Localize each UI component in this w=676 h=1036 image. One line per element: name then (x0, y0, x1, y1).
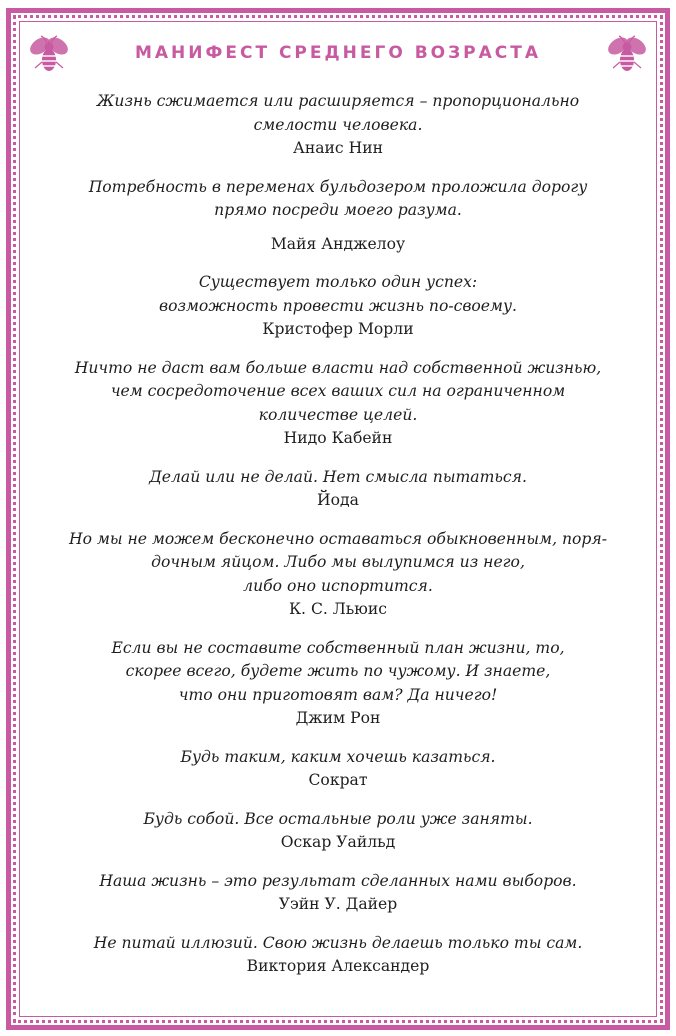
quote-item (56, 746, 620, 793)
quote-text: Не питай иллюзий. Свою жизнь делаешь только ты сам. (93, 933, 583, 952)
quote-author: Сократ (308, 771, 368, 789)
quote-author: Оскар Уайльд (280, 833, 396, 851)
quote-author: Виктория Александер (246, 957, 430, 975)
quote-text: Будь таким, каким хочешь казаться. (180, 747, 496, 766)
quote-item (56, 466, 620, 513)
quote-item (56, 808, 620, 855)
quote-text: Если вы не составите собственный план жизни, то, скорее всего, будете жить по чужому. И знаете, что они приготовят вам? Да ничего! (111, 638, 565, 704)
quote-author: Анаис Нин (293, 139, 383, 157)
quote-author: Джим Рон (295, 709, 381, 727)
quote-text: Ничто не даст вам больше власти над собственной жизнью, чем сосредоточение всех ваших сил на ограниченном количестве целей. (74, 358, 602, 424)
quote-item (56, 357, 620, 451)
quote-item (56, 932, 620, 979)
quote-item (56, 870, 620, 917)
page-title: МАНИФЕСТ СРЕДНЕГО ВОЗРАСТА (134, 43, 542, 63)
quote-text: Будь собой. Все остальные роли уже заняты. (143, 809, 533, 828)
quote-text: Но мы не можем бесконечно оставаться обыкновенным, поря- дочным яйцом. Либо мы вылупимся из него, либо оно испортится. (69, 529, 607, 595)
quote-text: Потребность в переменах бульдозером проложила дорогу прямо посреди моего разума. (88, 177, 588, 219)
quote-item (56, 271, 620, 342)
quote-text: Наша жизнь – это результат сделанных нами выборов. (99, 871, 577, 890)
quote-item (56, 528, 620, 622)
quote-item (56, 637, 620, 731)
quotes-list (56, 90, 620, 994)
quote-author: Уэйн У. Дайер (278, 895, 398, 913)
quote-author: К. С. Льюис (288, 600, 388, 618)
quote-author: Нидо Кабейн (283, 429, 393, 447)
quote-text: Жизнь сжимается или расширяется – пропорционально смелости человека. (96, 92, 580, 134)
quote-author: Майя Анджелоу (270, 234, 406, 253)
quote-item (56, 90, 620, 161)
quote-author: Кристофер Морли (262, 320, 414, 338)
quote-item (56, 176, 620, 257)
quote-author: Йода (317, 491, 359, 509)
quote-text: Существует только один успех: возможность провести жизнь по-своему. (159, 273, 517, 315)
quote-text: Делай или не делай. Нет смысла пытаться. (149, 467, 527, 486)
